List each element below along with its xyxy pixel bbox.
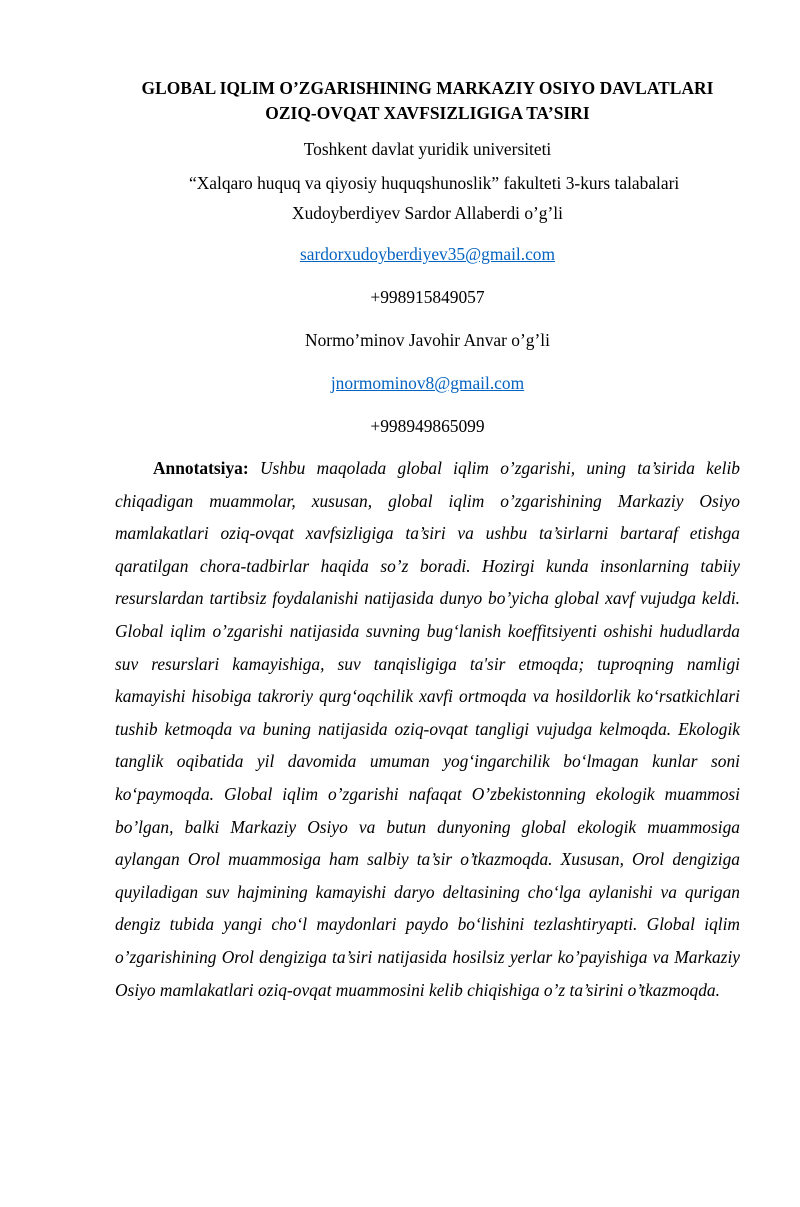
title-line-2: OZIQ-OVQAT XAVFSIZLIGIGA TA’SIRI <box>265 103 590 123</box>
paper-title <box>115 76 740 126</box>
author-2-phone: +998949865099 <box>370 416 485 436</box>
author-2-name: Normo’minov Javohir Anvar o’g’li <box>305 330 550 350</box>
author-1-email-link[interactable]: sardorxudoyberdiyev35@gmail.com <box>299 244 556 264</box>
abstract-label: Annotatsiya: <box>153 458 249 478</box>
title-line-1: GLOBAL IQLIM O’ZGARISHINING MARKAZIY OSIYO DAVLATLARI <box>141 78 714 98</box>
abstract-paragraph <box>115 452 740 1006</box>
document-page <box>0 76 800 1207</box>
faculty-line: “Xalqaro huquq va qiyosiy huquqshunoslik” fakulteti 3-kurs talabalari <box>189 173 680 193</box>
author-1-name: Xudoyberdiyev Sardor Allaberdi o’g’li <box>292 203 563 223</box>
abstract-text: Ushbu maqolada global iqlim o’zgarishi, uning ta’sirida kelib chiqadigan muammolar, xususan, global iqlim o’zgarishining Markaziy Osiyo mamlakatlari oziq-ovqat xavfsizligiga ta’siri va ushbu ta’sirlarni bartaraf etishga qaratilgan chora-tadbirlar haqida so’z boradi. Hozirgi kunda insonlarning tabiiy resurslardan tartibsiz foydalanishi natijasida dunyo bo’yicha global xavf vujudga keldi. Global iqlim o’zgarishi natijasida suvning bug‘lanish koeffitsiyenti oshishi hududlarda suv resurslari kamayishiga, suv tanqisligiga ta'sir etmoqda; tuproqning namligi kamayishi hisobiga takroriy qurg‘oqchilik xavfi ortmoqda va hosildorlik ko‘rsatkichlari tushib ketmoqda va buning natijasida oziq-ovqat tangligi vujudga kelmoqda. Ekologik tanglik oqibatida yil davomida umuman yog‘ingarchilik bo‘lmagan kunlar soni ko‘paymoqda. Global iqlim o’zgarishi nafaqat O’zbekistonning ekologik muammosi bo’lgan, balki Markaziy Osiyo va butun dunyoning global ekologik muammosiga aylangan Orol muammosiga ham salbiy ta’sir o’tkazmoqda. Xususan, Orol dengiziga quyiladigan suv hajmining kamayishi daryo deltasining cho‘lga aylanishi va qurigan dengiz tubida yangi cho‘l maydonlari paydo bo‘lishini tezlashtiryapti. Global iqlim o’zgarishining Orol dengiziga ta’siri natijasida hosilsiz yerlar ko’payishiga va Markaziy Osiyo mamlakatlari oziq-ovqat muammosini kelib chiqishiga o’z ta’sirini o’tkazmoqda. <box>115 458 740 1000</box>
author-1-phone: +998915849057 <box>370 287 485 307</box>
university-name: Toshkent davlat yuridik universiteti <box>303 139 552 159</box>
author-2-email-link[interactable]: jnormominov8@gmail.com <box>330 373 525 393</box>
